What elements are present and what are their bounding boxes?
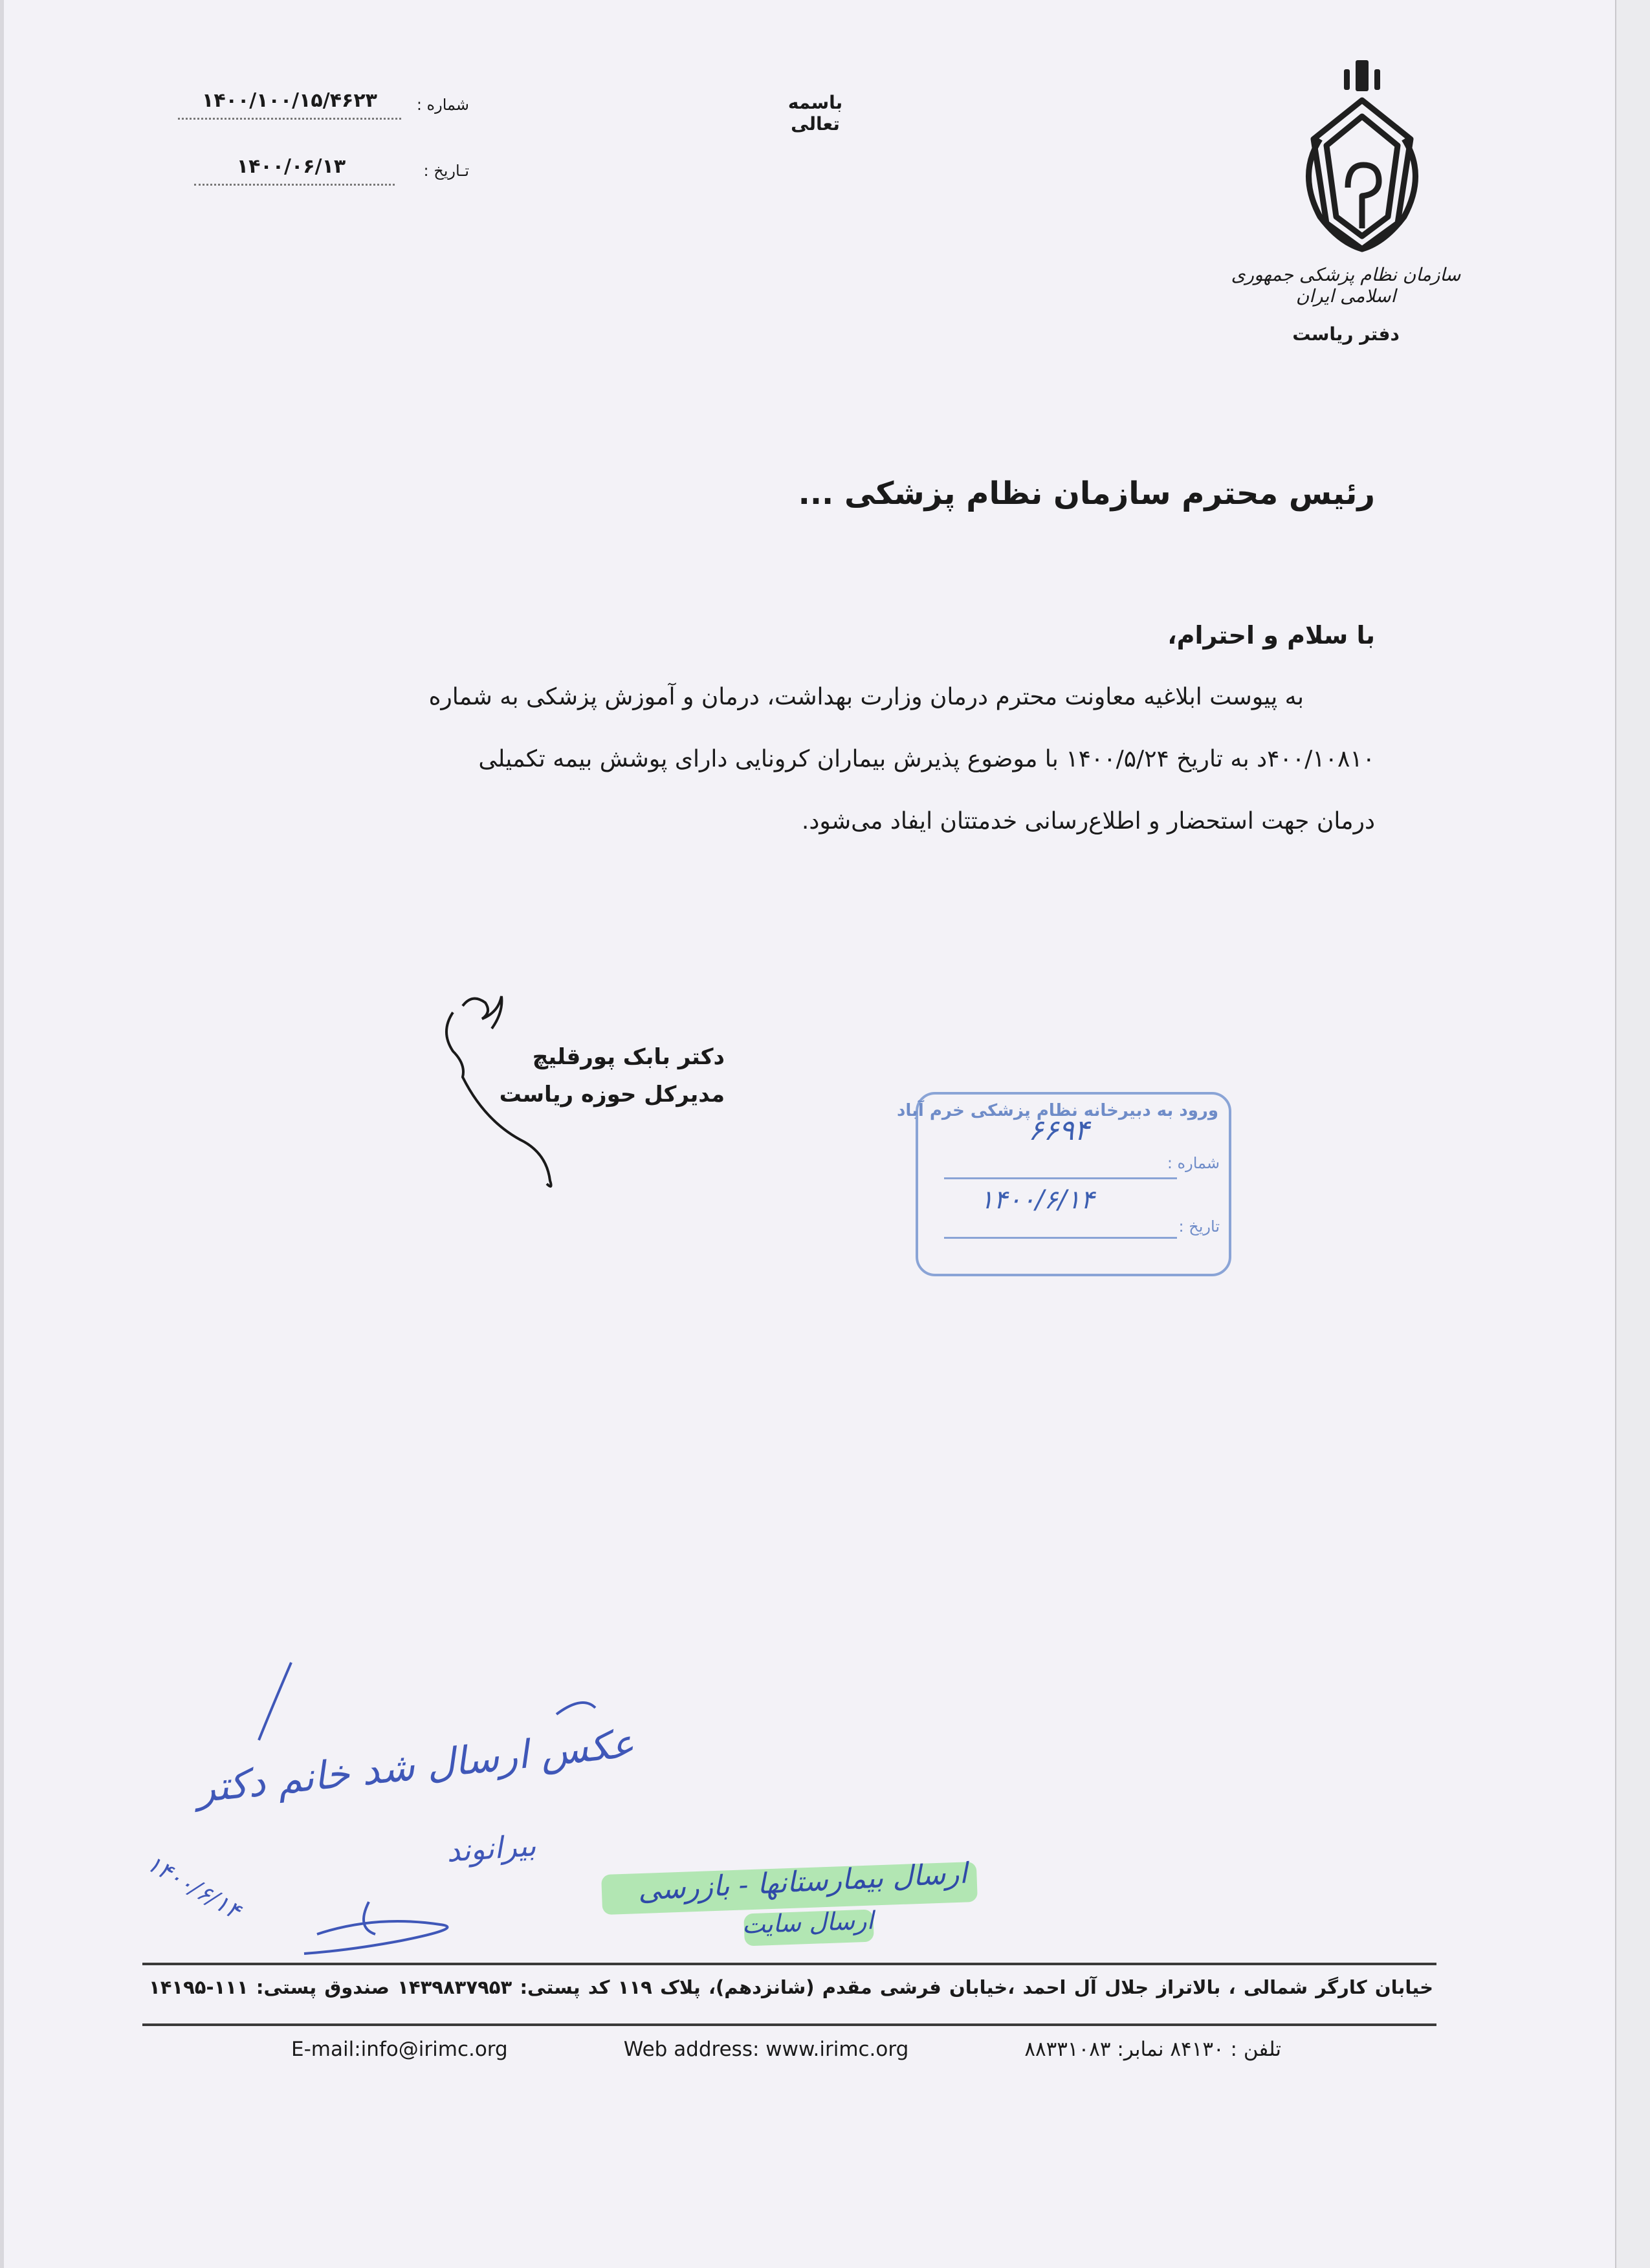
handwritten-note-1: عکس ارسال شد خانم دکتر [194, 1721, 637, 1812]
stamp-date-value: ۱۴۰۰/۶/۱۴ [980, 1185, 1095, 1215]
number-value: ۱۴۰۰/۱۰۰/۱۵/۴۶۲۳ [202, 89, 377, 112]
footer-contact-row [291, 2038, 1281, 2061]
footer-address: خیابان کارگر شمالی ، بالاتراز جلال آل احمد ،خیابان فرشی مقدم (شانزدهم)، پلاک ۱۱۹ کد پستی: ۱۴۳۹۸۳۷۹۵۳ صندوق پستی: ۱۱۱-۱۴۱۹۵ [149, 1976, 1433, 1998]
stamp-number-value: ۶۶۹۴ [1028, 1114, 1090, 1147]
date-dotted-line [194, 184, 395, 186]
stamp-title: ورود به دبیرخانه نظام پزشکی خرم آباد [897, 1101, 1218, 1120]
stamp-number-line [944, 1177, 1177, 1179]
number-dotted-line [178, 118, 401, 120]
office-title: دفتر ریاست [1292, 323, 1400, 345]
stamp-date-label: تاریخ : [1178, 1217, 1220, 1236]
handwritten-note-2-line-2: ارسال سایت [741, 1906, 874, 1939]
scan-edge-right [1615, 0, 1650, 2268]
date-label: تـاریخ : [423, 162, 469, 180]
organization-caption: سازمان نظام پزشکی جمهوری اسلامی ایران [1231, 264, 1461, 307]
number-label: شماره : [416, 96, 469, 114]
body-line-3: درمان جهت استحضار و اطلاع‌رسانی خدمتتان ایفاد می‌شود. [801, 808, 1375, 834]
stamp-number-label: شماره : [1167, 1154, 1220, 1172]
handwritten-note-1-date: ۱۴۰۰/۶/۱۴ [142, 1850, 245, 1925]
body-line-1: به پیوست ابلاغیه معاونت محترم درمان وزارت بهداشت، درمان و آموزش پزشکی به شماره [428, 684, 1304, 710]
footer-phone: تلفن : ۸۴۱۳۰ نمابر: ۸۸۳۳۱۰۸۳ [1024, 2038, 1281, 2061]
handwritten-note-1-name: بیرانوند [445, 1827, 538, 1869]
greeting: با سلام و احترام، [1167, 621, 1375, 649]
date-value: ۱۴۰۰/۰۶/۱۳ [236, 155, 346, 178]
secretariat-stamp [897, 1092, 1231, 1276]
basmala: باسمه تعالی [787, 92, 843, 135]
scan-edge-left [0, 0, 4, 2268]
handwritten-strokes [246, 1656, 608, 1960]
signer-name: دکتر بابک پورقلیچ [532, 1044, 725, 1070]
medical-council-logo [1259, 55, 1466, 268]
footer-email[interactable]: E-mail:info@irimc.org [291, 2038, 508, 2061]
footer-web[interactable]: Web address: www.irimc.org [623, 2038, 909, 2061]
recipient-line: رئیس محترم سازمان نظام پزشکی ... [798, 475, 1375, 512]
stamp-date-line [944, 1237, 1177, 1239]
footer-bottom-rule [142, 2023, 1436, 2026]
footer-top-rule [142, 1963, 1436, 1965]
letter-body [230, 666, 1375, 853]
signer-block [479, 1038, 725, 1113]
handwritten-note-2-line-1: ارسال بیمارستانها - بازرسی [637, 1857, 968, 1907]
body-line-2: ۴۰۰/۱۰۸۱۰د به تاریخ ۱۴۰۰/۵/۲۴ با موضوع پذیرش بیماران کرونایی دارای پوشش بیمه تکمیلی [478, 746, 1375, 772]
signer-title: مدیرکل حوزه ریاست [499, 1082, 725, 1107]
